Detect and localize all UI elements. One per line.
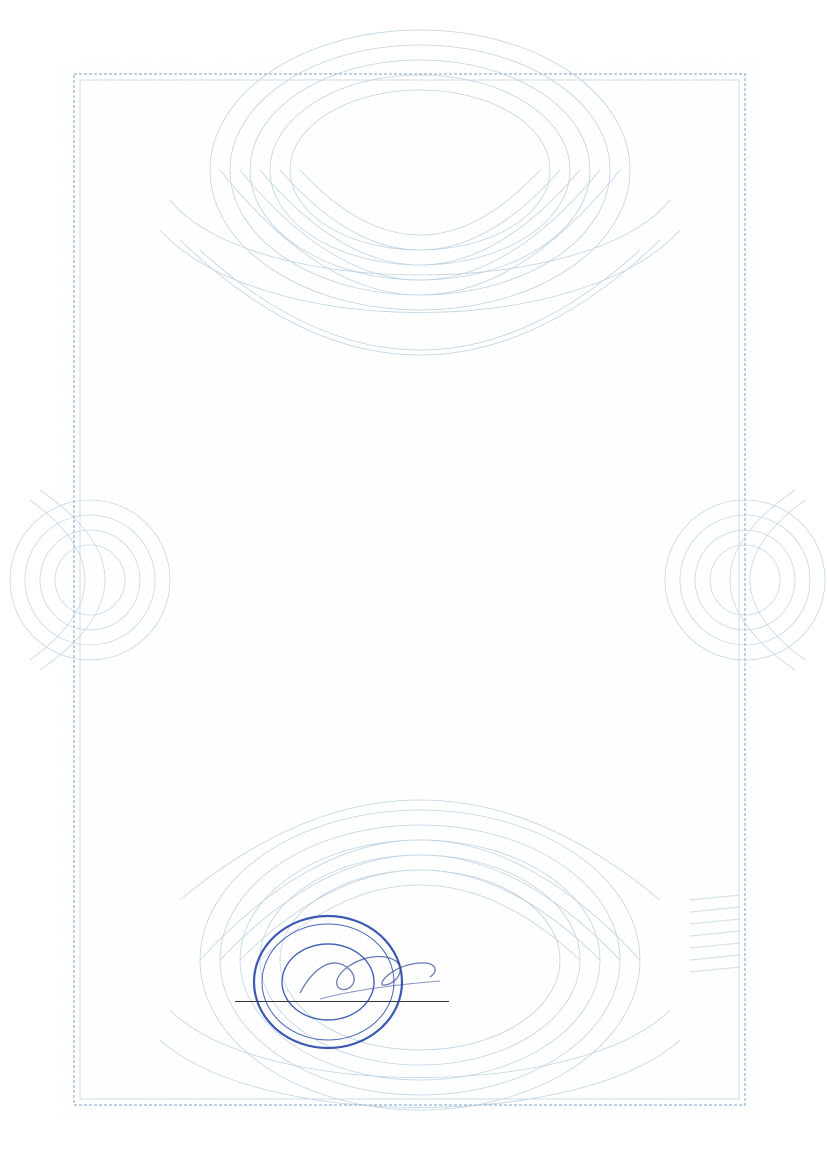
handwritten-signature	[290, 935, 450, 1015]
